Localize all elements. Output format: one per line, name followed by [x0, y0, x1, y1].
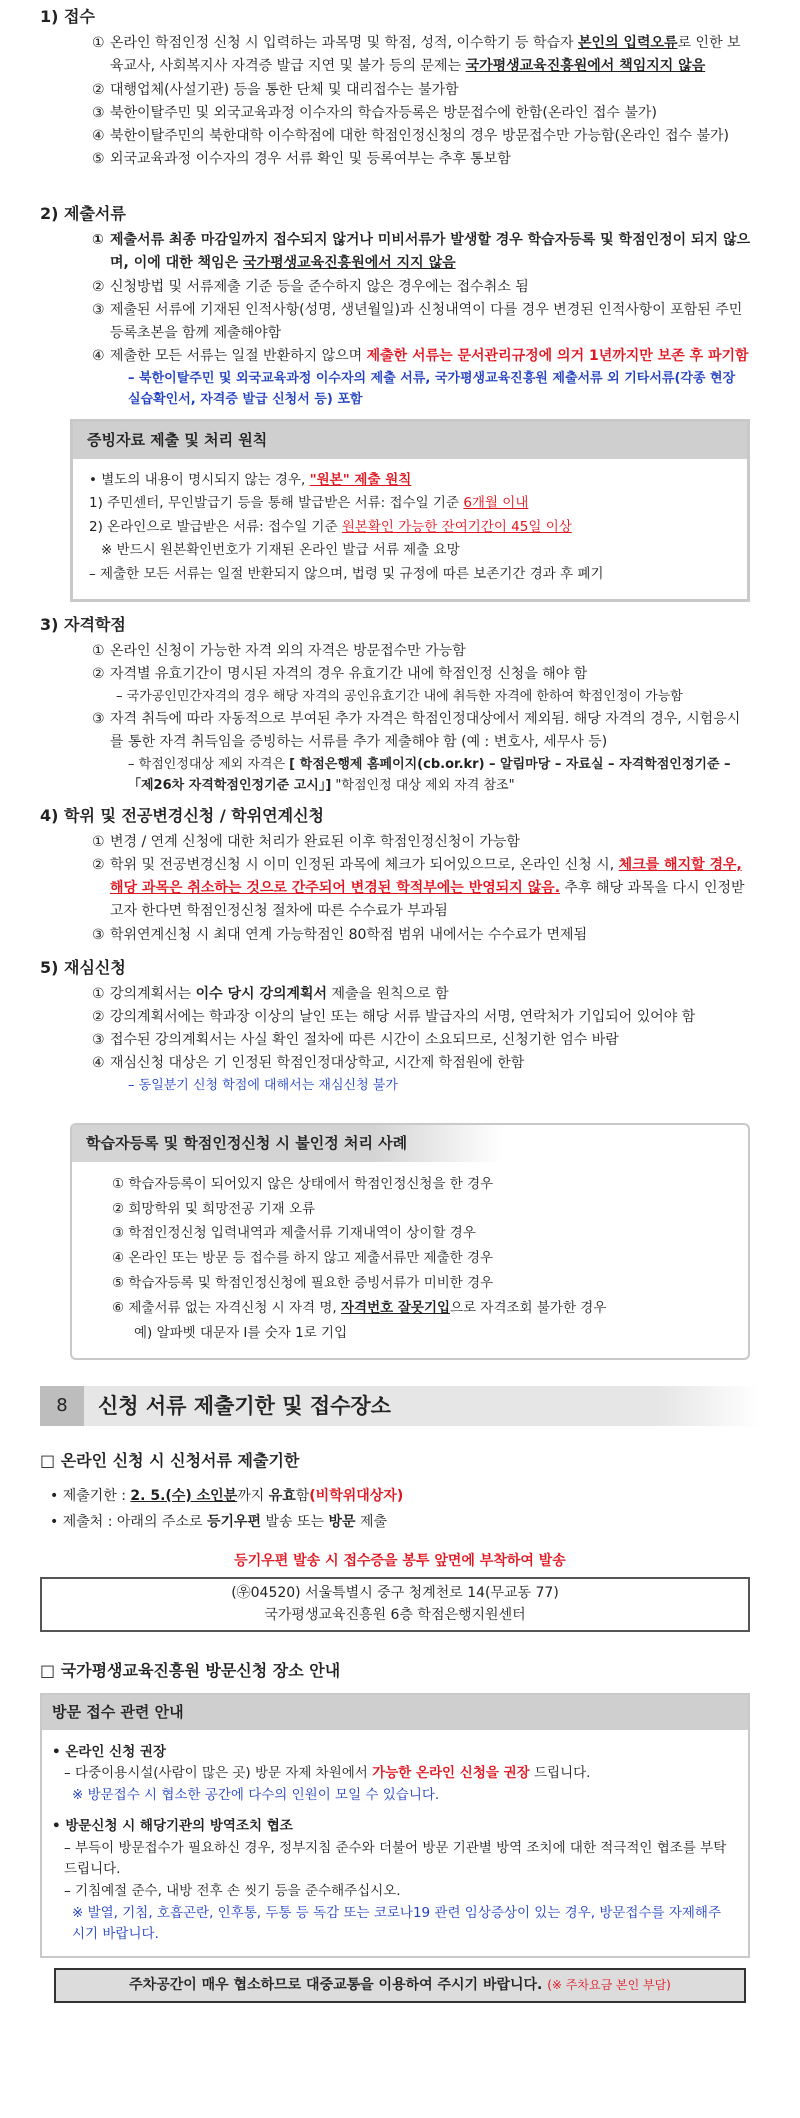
section-5-title: 5) 재심신청 [40, 957, 126, 977]
section-5-note: – 동일분기 신청 학점에 대해서는 재심신청 불가 [128, 1078, 398, 1094]
section-3-note-2: – 학점인정대상 제외 자격은 [ 학점은행제 홈페이지(cb.or.kr) – 알림마당 – 자료실 – 자격학점인정기준 – 「제26차 자격학점인정기준 고시」] "학점인정 대상 제외 자격 참조" [128, 756, 731, 794]
parking-fee-note: (※ 주차요금 본인 부담) [547, 1977, 671, 1992]
evidence-line-1: • 별도의 내용이 명시되지 않는 경우, "원본" 제출 원칙 [89, 471, 412, 488]
section-2-item-1: ① 제출서류 최종 마감일까지 접수되지 않거나 미비서류가 발생할 경우 학습자등록 및 학점인정이 되지 않으며, 이에 대한 책임은 국가평생교육진흥원에서 지지 않음 [92, 232, 751, 272]
section-8-number: 8 [40, 1386, 84, 1426]
address-box [40, 1577, 750, 1632]
section-8-title: 신청 서류 제출기한 및 접수장소 [84, 1386, 760, 1426]
evidence-box-heading: 증빙자료 제출 및 처리 원칙 [73, 422, 747, 459]
rejection-case-2: ② 희망학위 및 희망전공 기재 오류 [112, 1200, 316, 1217]
section-4-title: 4) 학위 및 전공변경신청 / 학위연계신청 [40, 805, 324, 825]
section-5-item-1: ① 강의계획서는 이수 당시 강의계획서 제출을 원칙으로 함 [92, 985, 449, 1002]
evidence-principles-box [70, 419, 750, 602]
visit-bullet-2-line-1: – 부득이 방문접수가 필요하신 경우, 정부지침 준수와 더불어 방문 기관별 방역 조치에 대한 적극적인 협조를 부탁드립니다. [64, 1839, 727, 1878]
section-1-item-2: ② 대행업체(사설기관) 등을 통한 단체 및 대리접수는 불가함 [92, 81, 459, 98]
address-line-2: 국가평생교육진흥원 6층 학점은행지원센터 [264, 1606, 526, 1623]
evidence-line-5: – 제출한 모든 서류는 일절 반환되지 않으며, 법령 및 규정에 따른 보존기간 경과 후 폐기 [89, 566, 604, 583]
section-3-item-2: ② 자격별 유효기간이 명시된 자격의 경우 유효기간 내에 학점인정 신청을 해야 함 [92, 666, 588, 683]
deadline-line: • 제출기한 : 2. 5.(수) 소인분까지 유효함(비학위대상자) [50, 1487, 404, 1504]
section-1-item-1: ① 온라인 학점인정 신청 시 입력하는 과목명 및 학점, 성적, 이수학기 등 학습자 본인의 입력오류로 인한 보육교사, 사회복지사 자격증 발급 지연 및 불가 등의 문제는 국가평생교육진흥원에서 책임지지 않음 [92, 35, 741, 75]
visit-bullet-2: • 방문신청 시 해당기관의 방역조치 협조 [52, 1818, 293, 1835]
section-2-item-3: ③ 제출된 서류에 기재된 인적사항(성명, 생년월일)과 신청내역이 다를 경우 변경된 인적사항이 포함된 주민등록초본을 함께 제출해야함 [92, 301, 743, 341]
section-3-item-3: ③ 자격 취득에 따라 자동적으로 부여된 추가 자격은 학점인정대상에서 제외됨. 해당 자격의 경우, 시험응시를 통한 자격 취득임을 증빙하는 서류를 추가 제출해야 함 (예 : 변호사, 세무사 등) [92, 710, 741, 750]
mail-notice: 등기우편 발송 시 접수증을 봉투 앞면에 부착하여 발송 [234, 1552, 566, 1569]
section-1-title: 1) 접수 [40, 7, 95, 26]
section-5-item-4: ④ 재심신청 대상은 기 인정된 학점인정대상학교, 시간제 학점원에 한함 [92, 1055, 525, 1072]
section-2-note: – 북한이탈주민 및 외국교육과정 이수자의 제출 서류, 국가평생교육진흥원 제출서류 외 기타서류(각종 현장 실습확인서, 자격증 발급 신청서 등) 포함 [128, 370, 736, 408]
rejection-case-4: ④ 온라인 또는 방문 등 접수를 하지 않고 제출서류만 제출한 경우 [112, 1250, 494, 1267]
rejection-box-heading: 학습자등록 및 학점인정신청 시 불인정 처리 사례 [72, 1125, 502, 1162]
document-page [0, 4, 800, 2003]
section-3-item-1: ① 온라인 신청이 가능한 자격 외의 자격은 방문접수만 가능함 [92, 643, 466, 660]
rejection-case-1: ① 학습자등록이 되어있지 않은 상태에서 학점인정신청을 한 경우 [112, 1175, 494, 1192]
visit-box-heading: 방문 접수 관련 안내 [42, 1695, 748, 1730]
section-1-item-3: ③ 북한이탈주민 및 외국교육과정 이수자의 학습자등록은 방문접수에 한함(온라인 접수 불가) [92, 104, 657, 121]
visit-bullet-2-line-2: – 기침예절 준수, 내방 전후 손 씻기 등을 준수해주십시오. [64, 1883, 401, 1900]
parking-notice-text: 주차공간이 매우 협소하므로 대중교통을 이용하여 주시기 바랍니다. [129, 1976, 543, 1993]
section-4-item-2: ② 학위 및 전공변경신청 시 이미 인정된 과목에 체크가 되어있으므로, 온라인 신청 시, 체크를 해지할 경우, 해당 과목은 취소하는 것으로 간주되어 변경된 학적부에는 반영되지 않음. 추후 해당 과목을 다시 인정받고자 한다면 학점인정신청 절차에 따른 수수료가 부과됨 [92, 857, 745, 920]
evidence-line-3: 2) 온라인으로 발급받은 서류: 접수일 기준 원본확인 가능한 잔여기간이 45일 이상 [89, 518, 572, 535]
visit-bullet-1-note: ※ 방문접수 시 협소한 공간에 다수의 인원이 모일 수 있습니다. [72, 1786, 440, 1803]
visit-info-box [40, 1693, 750, 1958]
visit-bullet-1: • 온라인 신청 권장 [52, 1743, 167, 1760]
section-2-item-2: ② 신청방법 및 서류제출 기준 등을 준수하지 않은 경우에는 접수취소 됨 [92, 278, 529, 295]
rejection-case-5: ⑤ 학습자등록 및 학점인정신청에 필요한 증빙서류가 미비한 경우 [112, 1275, 494, 1292]
address-line-1: (㉾04520) 서울특별시 중구 청계천로 14(무교동 77) [231, 1585, 559, 1601]
section-3-note-1: – 국가공인민간자격의 경우 해당 자격의 공인유효기간 내에 취득한 자격에 한하여 학점인정이 가능함 [116, 689, 683, 705]
section-1-item-4: ④ 북한이탈주민의 북한대학 이수학점에 대한 학점인정신청의 경우 방문접수만 가능함(온라인 접수 불가) [92, 127, 729, 144]
section-5-item-3: ③ 접수된 강의계획서는 사실 확인 절차에 따른 시간이 소요되므로, 신청기한 엄수 바람 [92, 1032, 619, 1049]
section-5-item-2: ② 강의계획서에는 학과장 이상의 날인 또는 해당 서류 발급자의 서명, 연락처가 기입되어 있어야 함 [92, 1009, 696, 1026]
visit-bullet-1-line-1: – 다중이용시설(사람이 많은 곳) 방문 자제 차원에서 가능한 온라인 신청을 권장 드립니다. [64, 1765, 591, 1782]
section-2-item-4: ④ 제출한 모든 서류는 일절 반환하지 않으며 제출한 서류는 문서관리규정에 의거 1년까지만 보존 후 파기함 [92, 347, 749, 364]
visit-bullet-2-note: ※ 발열, 기침, 호흡곤란, 인후통, 두통 등 독감 또는 코로나19 관련 임상증상이 있는 경우, 방문접수를 자제해주시기 바랍니다. [72, 1904, 721, 1943]
section-8-header [40, 1386, 760, 1426]
section-3-title: 3) 자격학점 [40, 614, 126, 634]
parking-notice-bar [54, 1968, 746, 2003]
section-4-item-3: ③ 학위연계신청 시 최대 연계 가능학점인 80학점 범위 내에서는 수수료가 면제됨 [92, 926, 588, 943]
section-1-item-5: ⑤ 외국교육과정 이수자의 경우 서류 확인 및 등록여부는 추후 통보함 [92, 150, 511, 167]
rejection-cases-box [70, 1123, 750, 1361]
section-2-title: 2) 제출서류 [40, 203, 126, 223]
evidence-line-4: ※ 반드시 원본확인번호가 기재된 온라인 발급 서류 제출 요망 [101, 542, 460, 559]
online-deadline-title: □ 온라인 신청 시 신청서류 제출기한 [40, 1451, 300, 1471]
rejection-case-3: ③ 학점인정신청 입력내역과 제출서류 기재내역이 상이할 경우 [112, 1225, 476, 1242]
rejection-case-example: 예) 알파벳 대문자 I를 숫자 1로 기입 [134, 1325, 348, 1342]
visit-guide-title: □ 국가평생교육진흥원 방문신청 장소 안내 [40, 1661, 341, 1681]
submission-place-line: • 제출처 : 아래의 주소로 등기우편 발송 또는 방문 제출 [50, 1514, 388, 1531]
rejection-case-6: ⑥ 제출서류 없는 자격신청 시 자격 명, 자격번호 잘못기입으로 자격조회 불가한 경우 [112, 1300, 607, 1317]
evidence-line-2: 1) 주민센터, 무인발급기 등을 통해 발급받은 서류: 접수일 기준 6개월 이내 [89, 495, 529, 512]
section-4-item-1: ① 변경 / 연계 신청에 대한 처리가 완료된 이후 학점인정신청이 가능함 [92, 834, 520, 851]
